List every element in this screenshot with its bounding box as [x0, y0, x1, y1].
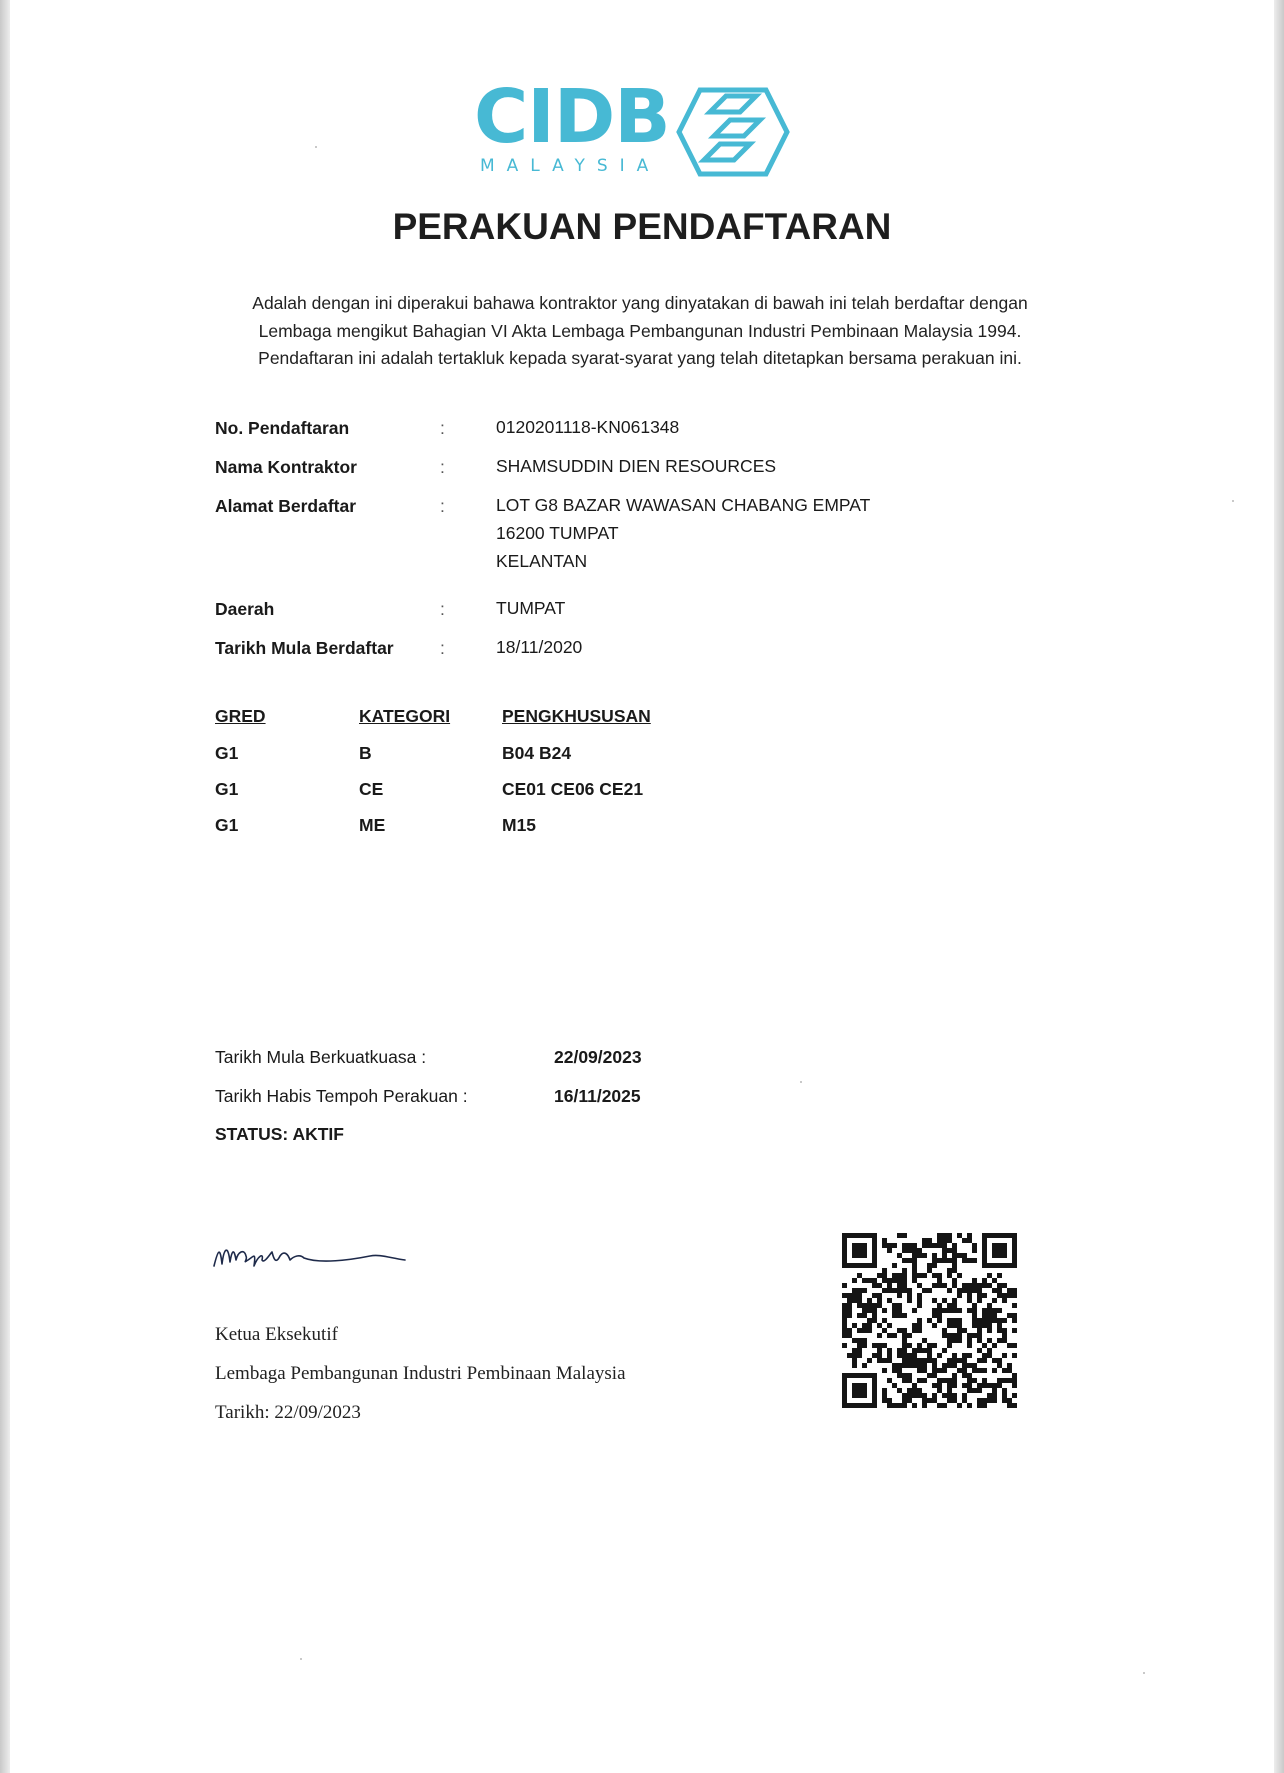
grade-cell: G1	[215, 743, 239, 763]
column-header-specialisation: PENGKHUSUSAN	[502, 706, 651, 726]
field-colon: :	[440, 638, 445, 658]
intro-paragraph	[200, 290, 1080, 373]
field-colon: :	[440, 599, 445, 619]
grade-cell: G1	[215, 815, 239, 835]
validity-start-label: Tarikh Mula Berkuatkuasa :	[215, 1047, 427, 1067]
specialisation-cell: M15	[502, 815, 537, 835]
signature-date: Tarikh: 22/09/2023	[215, 1402, 361, 1423]
registration-number-value: 0120201118-KN061348	[496, 417, 680, 437]
registration-date-value: 18/11/2020	[496, 637, 583, 657]
field-label: Tarikh Mula Berdaftar	[215, 638, 394, 658]
table-row	[215, 743, 715, 767]
table-row	[215, 815, 715, 839]
address-line: LOT G8 BAZAR WAWASAN CHABANG EMPAT	[496, 495, 871, 515]
validity-end-value: 16/11/2025	[554, 1086, 641, 1106]
address-value	[496, 491, 870, 575]
specialisation-cell: B04 B24	[502, 743, 572, 763]
intro-line: Lembaga mengikut Bahagian VI Akta Lembaga Pembangunan Industri Pembinaan Malaysia 1994.	[258, 320, 1022, 341]
signatory-title: Ketua Eksekutif	[215, 1324, 338, 1345]
cidb-logo	[474, 74, 794, 186]
intro-line: Adalah dengan ini diperakui bahawa kontraktor yang dinyatakan di bawah ini telah berdaftar dengan	[252, 293, 1028, 313]
paper-speck	[315, 146, 317, 148]
signatory-block	[215, 1324, 626, 1441]
field-label: No. Pendaftaran	[215, 418, 350, 438]
paper-speck	[300, 1658, 302, 1660]
field-colon: :	[440, 418, 445, 438]
signature-image	[210, 1230, 430, 1280]
scan-edge-left	[0, 0, 10, 1773]
certificate-page	[10, 0, 1274, 1773]
contractor-name-value: SHAMSUDDIN DIEN RESOURCES	[496, 456, 777, 476]
status-badge: STATUS: AKTIF	[215, 1124, 344, 1144]
field-colon: :	[440, 496, 445, 516]
validity-end-label: Tarikh Habis Tempoh Perakuan :	[215, 1086, 468, 1106]
logo-wordmark: CIDB	[474, 74, 670, 160]
paper-speck	[1232, 500, 1234, 502]
logo-subtitle: MALAYSIA	[480, 156, 661, 176]
field-colon: :	[440, 457, 445, 477]
category-cell: B	[359, 743, 372, 763]
scan-edge-right	[1274, 0, 1284, 1773]
grade-table-header	[215, 706, 715, 730]
column-header-grade: GRED	[215, 706, 266, 726]
qr-code-icon	[842, 1233, 1017, 1408]
district-value: TUMPAT	[496, 598, 566, 618]
field-label: Nama Kontraktor	[215, 457, 357, 477]
field-label: Alamat Berdaftar	[215, 496, 357, 516]
paper-speck	[800, 1081, 802, 1083]
validity-start-value: 22/09/2023	[554, 1047, 642, 1067]
category-cell: ME	[359, 815, 386, 835]
grade-cell: G1	[215, 779, 239, 799]
intro-line: Pendaftaran ini adalah tertakluk kepada syarat-syarat yang telah ditetapkan bersama perakuan ini.	[258, 348, 1022, 368]
address-line: 16200 TUMPAT	[496, 523, 619, 543]
field-label: Daerah	[215, 599, 275, 619]
address-line: KELANTAN	[496, 551, 588, 571]
cidb-emblem-icon	[670, 86, 790, 178]
specialisation-cell: CE01 CE06 CE21	[502, 779, 644, 799]
qr-modules	[842, 1233, 1017, 1408]
column-header-category: KATEGORI	[359, 706, 451, 726]
signatory-organisation: Lembaga Pembangunan Industri Pembinaan Malaysia	[215, 1363, 626, 1384]
category-cell: CE	[359, 779, 384, 799]
paper-speck	[1143, 1672, 1145, 1674]
certificate-title: PERAKUAN PENDAFTARAN	[392, 206, 892, 247]
table-row	[215, 779, 715, 803]
